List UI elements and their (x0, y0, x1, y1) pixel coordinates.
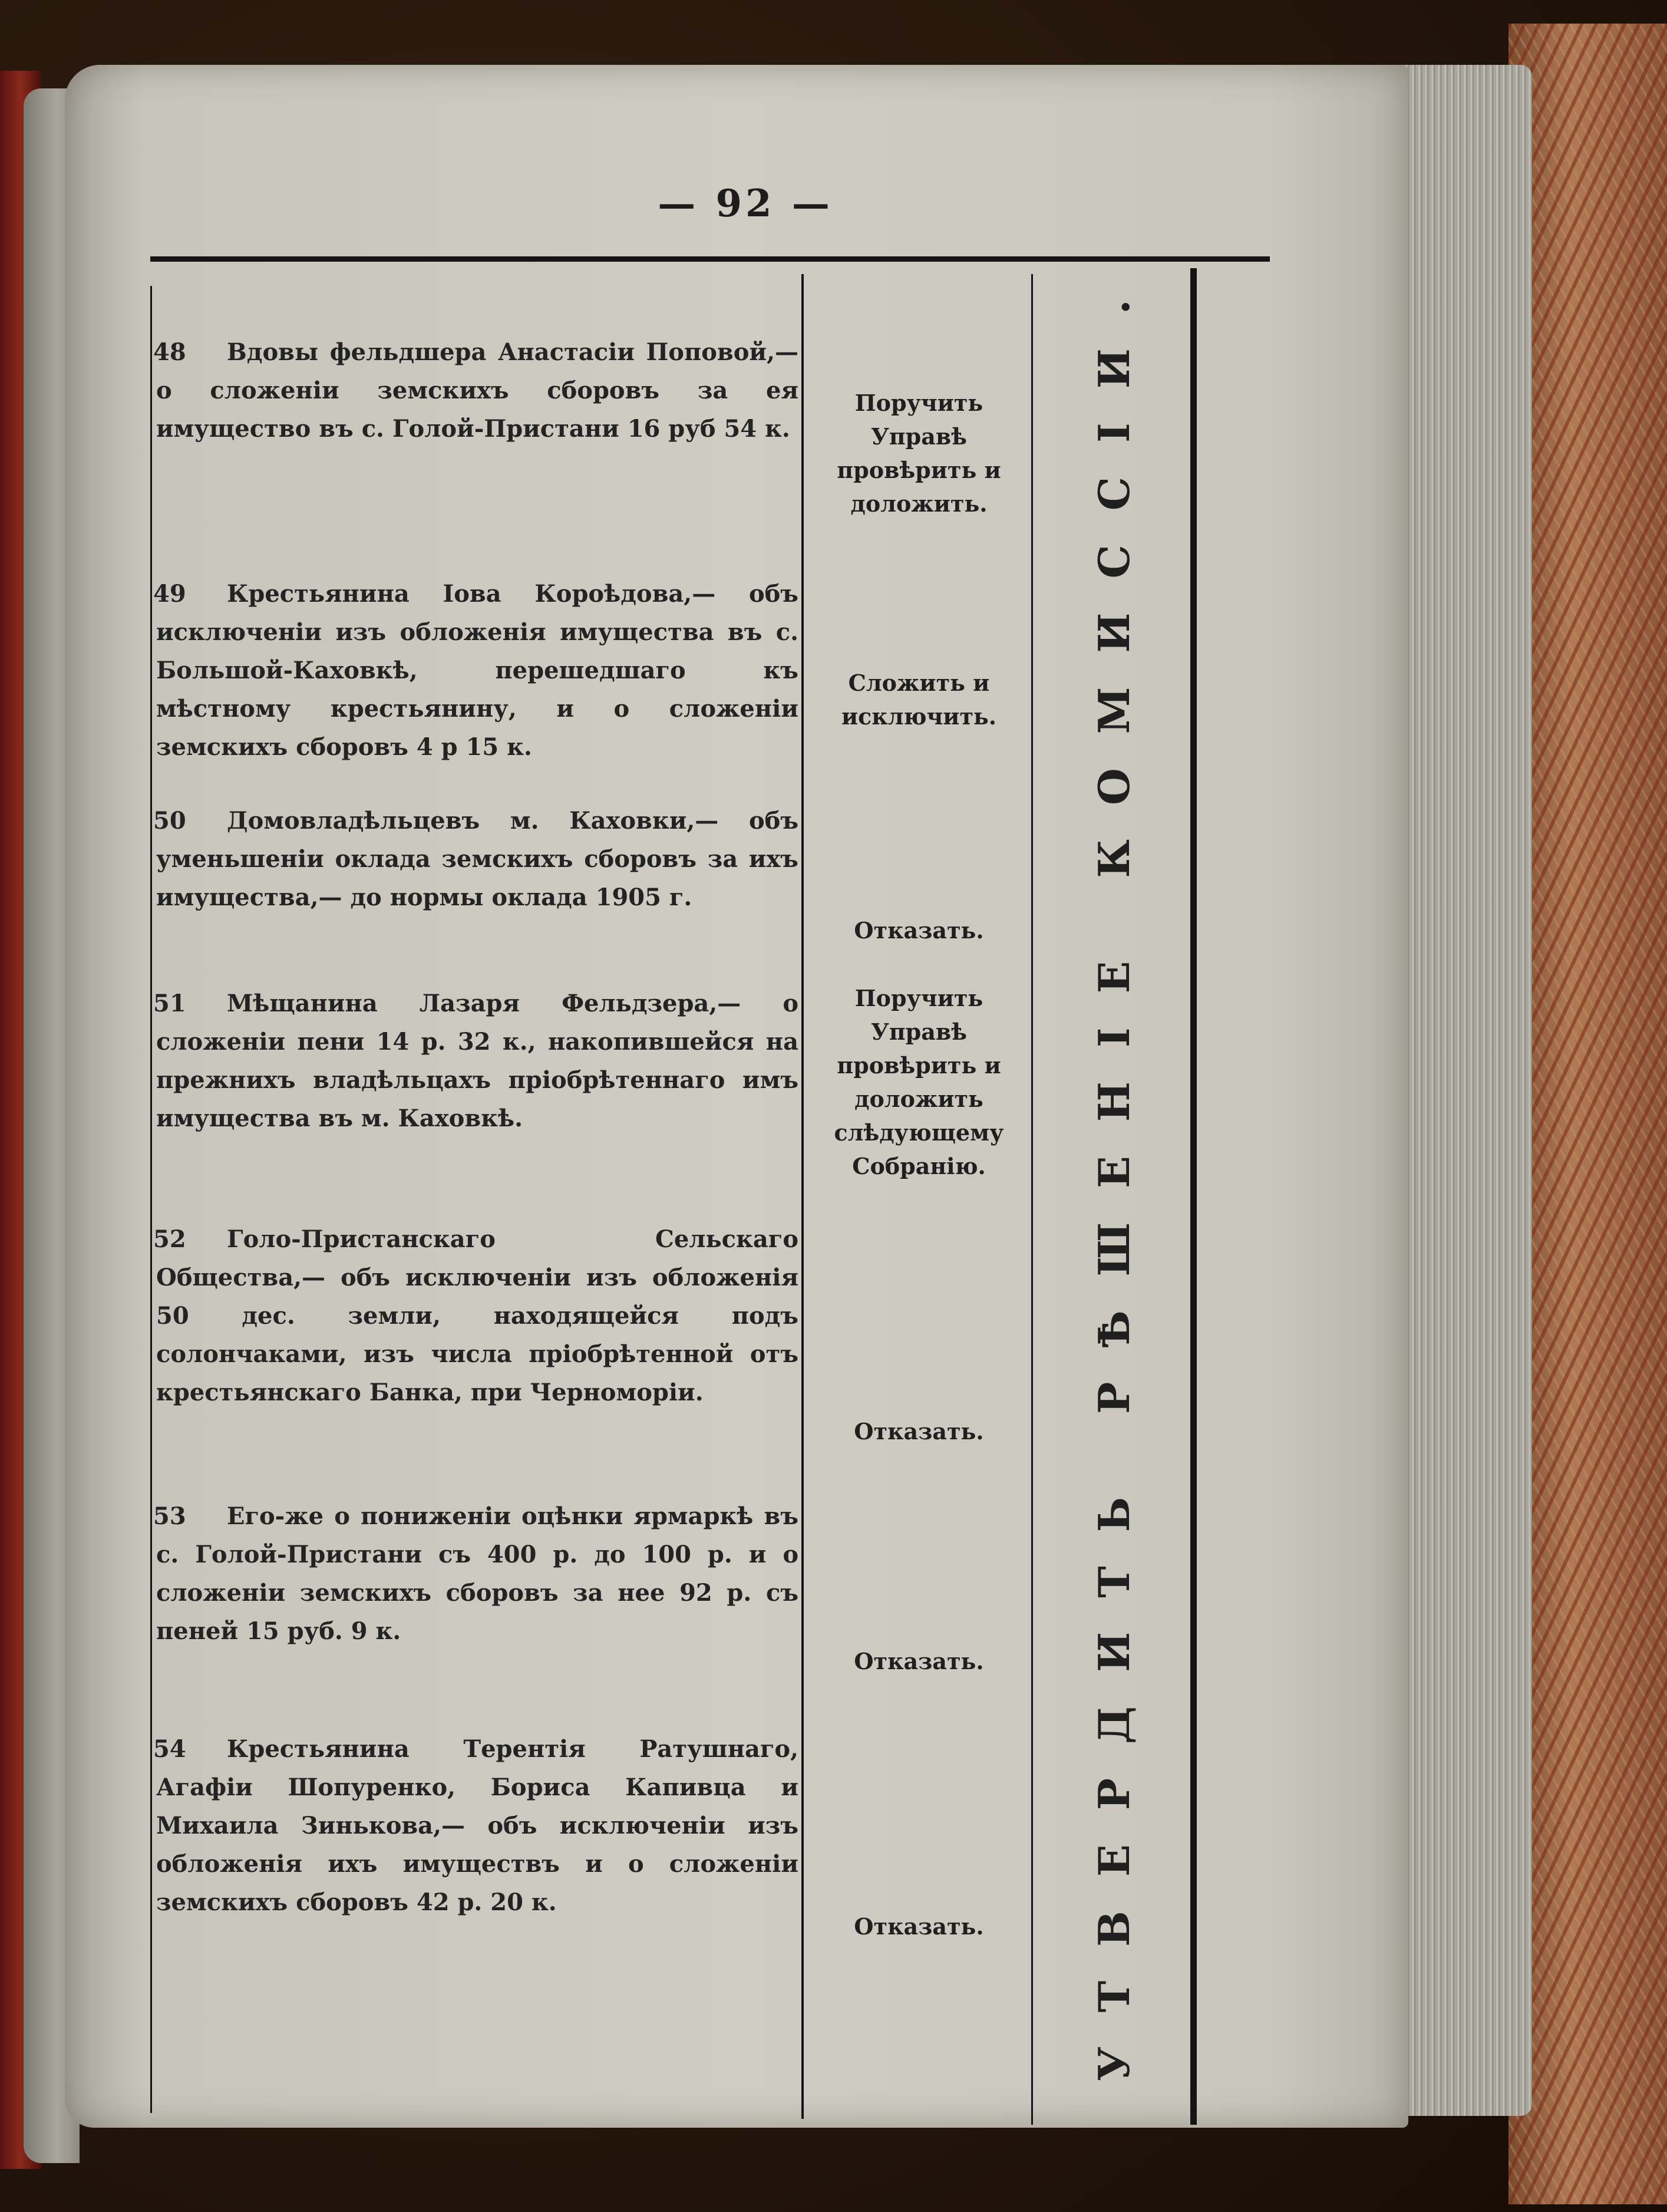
entry-number: 54 (153, 1735, 186, 1763)
entry-number: 53 (153, 1502, 186, 1530)
page-number: — 92 — (658, 182, 833, 226)
entry-text: Вдовы фельдшера Анастасіи Поповой,— о сложеніи земскихъ сборовъ за ея имущество въ с. Голой-Пристани 16 руб 54 к. (156, 338, 798, 443)
side-column (1040, 265, 1187, 2081)
entry-number: 52 (153, 1225, 186, 1253)
side-column-text: УТВЕРДИТЬ РѢШЕНІЕ КОМИССІИ. (1088, 265, 1139, 2081)
entry-text: Голо-Пристанскаго Сельскаго Общества,— объ исключеніи изъ обложенія 50 дес. земли, находящейся подъ солончаками, изъ числа пріобрѣтенной отъ крестьянскаго Банка, при Черноморіи. (156, 1225, 798, 1406)
side-column-rule (1190, 268, 1197, 2125)
book-cover-right (1508, 24, 1667, 2204)
entry-51 (153, 984, 798, 1138)
left-column-rule (150, 286, 152, 2113)
middle-column-rule (801, 274, 804, 2119)
right-column-rule (1031, 274, 1033, 2125)
entry-53 (153, 1497, 798, 1650)
entry-text: Крестьянина Терентія Ратушнаго, Агафіи Шопуренко, Бориса Капивца и Михаила Зинькова,— объ исключеніи изъ обложенія ихъ имуществъ и о сложеніи земскихъ сборовъ 42 р. 20 к. (156, 1735, 798, 1916)
decision-51: Поручить Управѣ провѣрить и доложить слѣдующему Собранію. (834, 985, 1004, 1179)
entry-number: 49 (153, 580, 186, 608)
entry-48 (153, 333, 798, 448)
decision-48: Поручить Управѣ провѣрить и доложить. (837, 390, 1001, 517)
entry-number: 50 (153, 807, 186, 835)
entry-text: Мѣщанина Лазаря Фельдзера,— о сложеніи пени 14 р. 32 к., накопившейся на прежнихъ владѣльцахъ пріобрѣтеннаго имъ имущества въ м. Каховкѣ. (156, 990, 798, 1132)
entry-54 (153, 1730, 798, 1921)
entry-52 (153, 1220, 798, 1412)
entry-50 (153, 802, 798, 917)
decision-50: Отказать. (854, 917, 984, 944)
top-rule (150, 256, 1270, 262)
decision-54: Отказать. (854, 1913, 984, 1940)
entry-49 (153, 575, 798, 766)
entry-number: 48 (153, 338, 186, 366)
entry-text: Домовладѣльцевъ м. Каховки,— объ уменьшеніи оклада земскихъ сборовъ за ихъ имущества,— до нормы оклада 1905 г. (156, 807, 798, 911)
entry-text: Его-же о пониженіи оцѣнки ярмаркѣ въ с. Голой-Пристани съ 400 р. до 100 р. и о сложеніи земскихъ сборовъ за нее 92 р. съ пеней 15 руб. 9 к. (156, 1502, 798, 1645)
entry-text: Крестьянина Іова Короѣдова,— объ исключеніи изъ обложенія имущества въ с. Большой-Каховкѣ, перешедшаго къ мѣстному крестьянину, и о сложеніи земскихъ сборовъ 4 р 15 к. (156, 580, 798, 761)
entry-number: 51 (153, 990, 186, 1017)
document-page (65, 65, 1408, 2128)
decision-53: Отказать. (854, 1648, 984, 1674)
decision-52: Отказать. (854, 1418, 984, 1445)
decision-49: Сложить и исключить. (841, 670, 997, 730)
